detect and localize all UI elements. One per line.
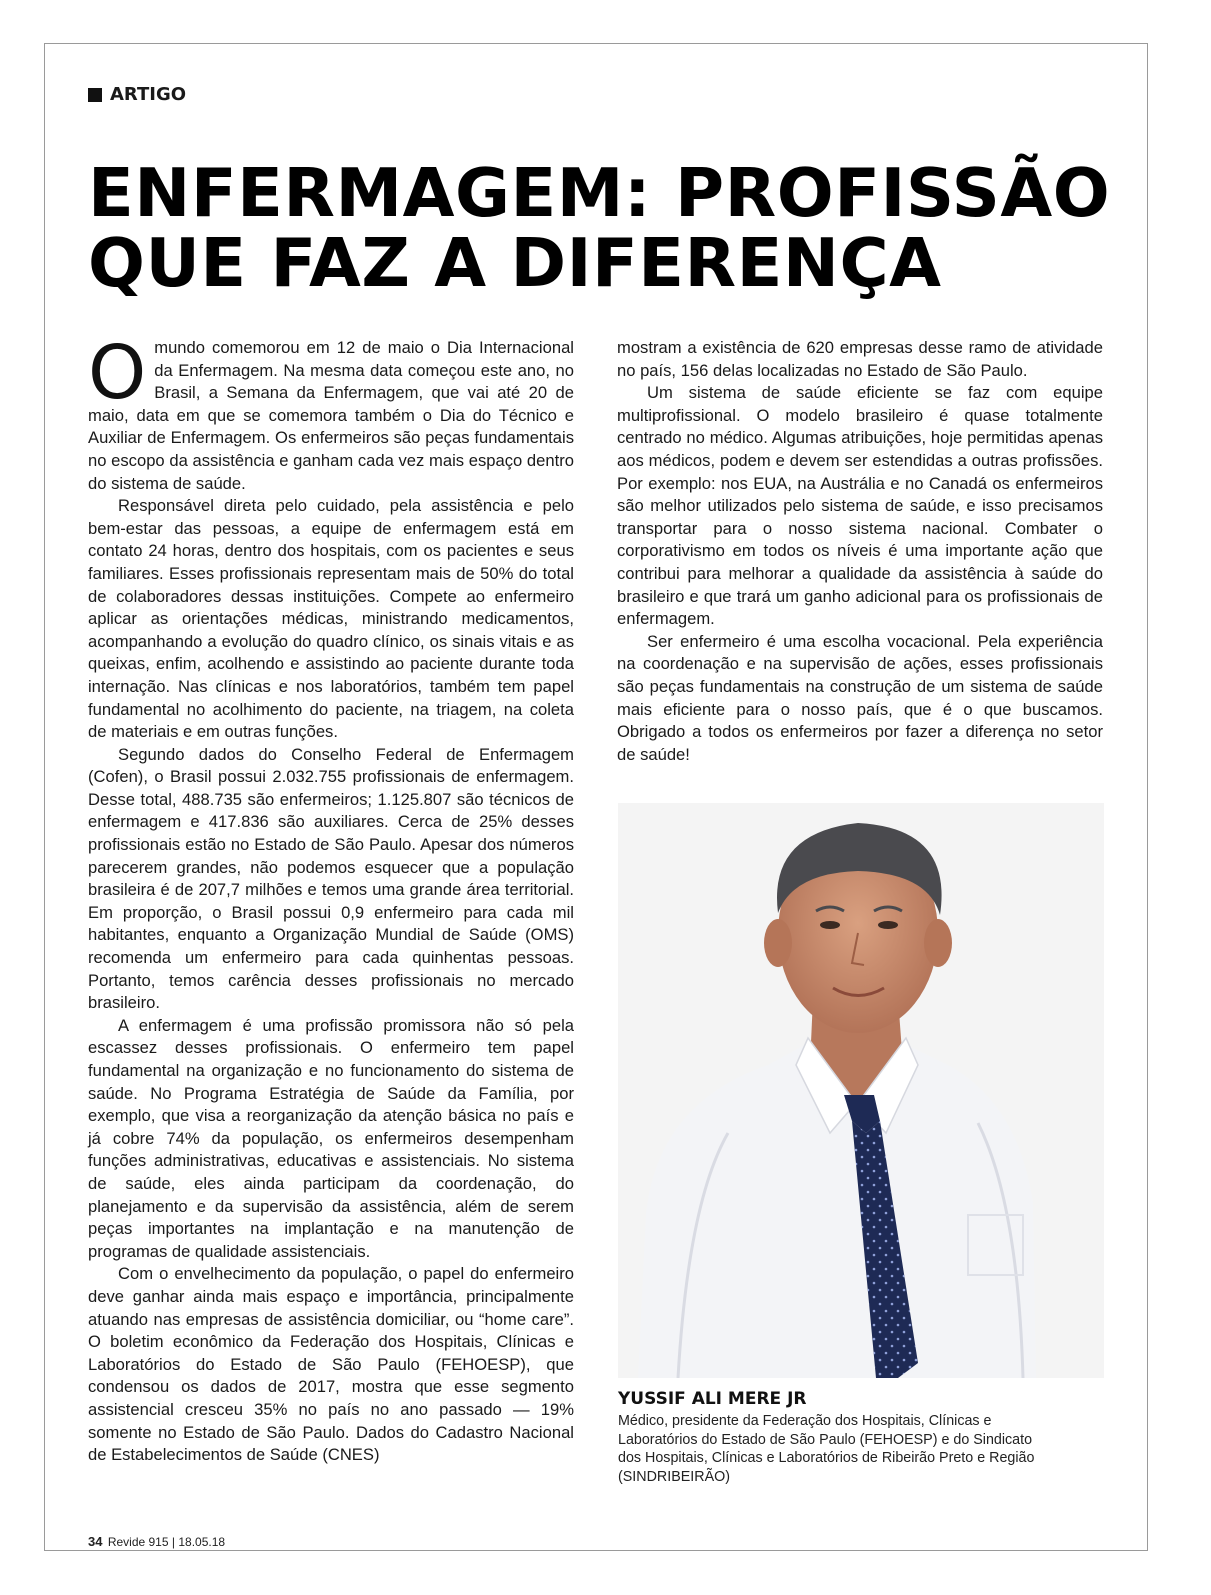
headline-line-2: QUE FAZ A DIFERENÇA	[88, 224, 942, 302]
issue-date: 18.05.18	[178, 1535, 226, 1549]
article-column-left	[88, 330, 574, 1467]
author-role: Médico, presidente da Federação dos Hospitais, Clínicas e Laboratórios do Estado de São Paulo (FEHOESP) e do Sindicato dos Hospitais, Clínicas e Laboratórios de Ribeirão Preto e Região (SINDRIBEIRÃO)	[618, 1413, 1035, 1485]
article-paragraph: Ser enfermeiro é uma escolha vocacional. Pela experiência na coordenação e na supervisão de ações, esses profissionais são peças fundamentais na construção de um sistema de saúde mais eficiente para o nosso país, que é o que buscamos. Obrigado a todos os enfermeiros por fazer a diferença no setor de saúde!	[617, 631, 1103, 764]
footer-separator: |	[171, 1535, 175, 1549]
page-number: 34	[88, 1534, 103, 1549]
headline	[88, 154, 1128, 302]
author-photo	[618, 803, 1104, 1378]
article-paragraph: Um sistema de saúde eficiente se faz com equipe multiprofissional. O modelo brasileiro é quase totalmente centrado no médico. Algumas atribuições, hoje permitidas apenas aos médicos, podem e devem ser estendidas a outras profissões. Por exemplo: nos EUA, na Austrália e no Canadá os enfermeiros são melhor utilizados pelo sistema de saúde, e isso precisamos transportar para o nosso sistema nacional. Combater o corporativismo em todos os níveis é uma importante ação que contribui para melhorar a qualidade da assistência à saúde do brasileiro e que trará um ganho adicional para os profissionais de enfermagem.	[617, 383, 1103, 629]
article-paragraph: Omundo comemorou em 12 de maio o Dia Internacional da Enfermagem. Na mesma data começou este ano, no Brasil, a Semana da Enfermagem, que vai até 20 de maio, data em que se comemora também o Dia do Técnico e Auxiliar de Enfermagem. Os enfermeiros são peças fundamentais no escopo da assistência e ganham cada vez mais espaço dentro do sistema de saúde.	[88, 330, 574, 493]
section-label	[88, 84, 186, 105]
author-caption	[618, 1389, 1104, 1486]
article-paragraph: Com o envelhecimento da população, o papel do enfermeiro deve ganhar ainda mais espaço e importância, principalmente atuando nas empresas de assistência domiciliar, ou “home care”. O boletim econômico da Federação dos Hospitais, Clínicas e Laboratórios do Estado de São Paulo (FEHOESP), que condensou os dados de 2017, mostra que esse segmento assistencial cresceu 35% no país no ano passado — 19% somente no Estado de São Paulo. Dados do Cadastro Nacional de Estabelecimentos de Saúde (CNES)	[88, 1264, 574, 1465]
article-paragraph-continued: mostram a existência de 620 empresas desse ramo de atividade no país, 156 delas localizadas no Estado de São Paulo.	[617, 338, 1103, 380]
headline-line-1: ENFERMAGEM: PROFISSÃO	[88, 154, 1111, 232]
article-paragraph: A enfermagem é uma profissão promissora não só pela escassez desses profissionais. O enfermeiro tem papel fundamental na organização e no funcionamento do sistema de saúde. No Programa Estratégia de Saúde da Família, por exemplo, que visa a reorganização da atenção básica no país e já cobre 74% da população, os enfermeiros desempenham funções administrativas, educativas e assistenciais. No sistema de saúde, eles ainda participam da coordenação, do planejamento e da supervisão da assistência, além de serem peças importantes na implantação e na manutenção de programas de qualidade assistenciais.	[88, 1015, 574, 1261]
section-label-text: ARTIGO	[110, 84, 187, 105]
article-paragraph: Segundo dados do Conselho Federal de Enfermagem (Cofen), o Brasil possui 2.032.755 profissionais de enfermagem. Desse total, 488.735 são enfermeiros; 1.125.807 são técnicos de enfermagem e 417.836 são auxiliares. Cerca de 25% desses profissionais estão no Estado de São Paulo. Apesar dos números parecerem grandes, não podemos esquecer que a população brasileira é de 207,7 milhões e temos uma grande área territorial. Em proporção, o Brasil possui 0,9 enfermeiro para cada mil habitantes, enquanto a Organização Mundial de Saúde (OMS) recomenda um enfermeiro para cada quinhentas pessoas. Portanto, temos carência desses profissionais no mercado brasileiro.	[88, 744, 574, 1013]
section-square-icon	[88, 88, 102, 102]
page-footer	[88, 1534, 225, 1549]
author-name: YUSSIF ALI MERE JR	[618, 1389, 807, 1409]
article-paragraph: Responsável direta pelo cuidado, pela assistência e pelo bem-estar das pessoas, a equipe de enfermagem está em contato 24 horas, dentro dos hospitais, com os pacientes e seus familiares. Esses profissionais representam mais de 50% do total de colaboradores dessas instituições. Compete ao enfermeiro aplicar as orientações médicas, ministrando medicamentos, acompanhando a evolução do quadro clínico, os sinais vitais e as queixas, enfim, acolhendo e assistindo ao paciente durante toda internação. Nas clínicas e nos laboratórios, também tem papel fundamental no acolhimento do paciente, na triagem, na coleta de materiais e em outras funções.	[88, 496, 574, 742]
magazine-name: Revide 915	[107, 1535, 169, 1549]
drop-cap: O	[88, 330, 147, 416]
article-column-right	[617, 337, 1103, 766]
